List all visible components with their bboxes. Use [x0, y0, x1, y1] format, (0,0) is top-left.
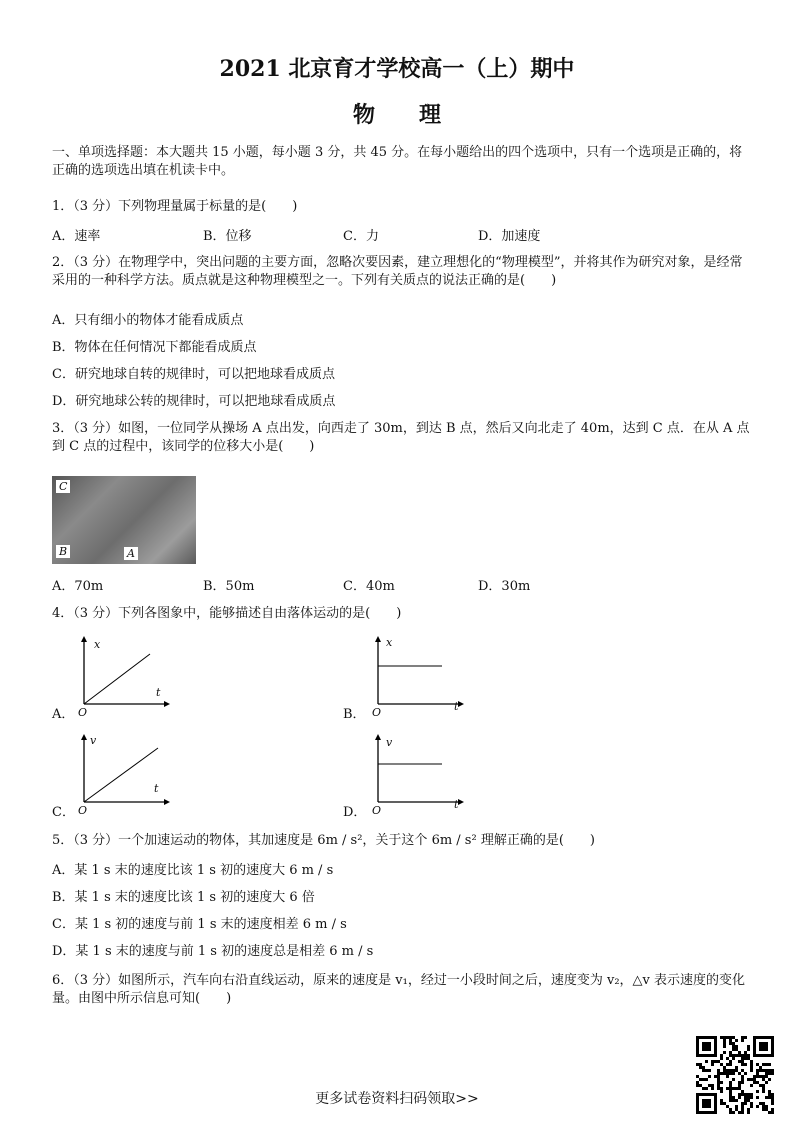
graph-c-x-label: t: [154, 782, 159, 795]
subject-title: 物 理: [352, 102, 441, 128]
q3-option-c: C．40m: [343, 579, 395, 594]
playground-photo: [52, 476, 196, 564]
q4-option-a: A．: [52, 707, 75, 722]
section-instructions: 一、单项选择题：本大题共 15 小题，每小题 3 分，共 45 分。在每小题给出的四个选项中，只有一个选项是正确的，将正确的选项选出填在机读卡中。: [52, 145, 743, 178]
graph-b-origin: O: [372, 706, 382, 719]
q2-option-b: B．物体在任何情况下都能看成质点: [52, 340, 257, 355]
q6-stem: 6．（3 分）如图所示，汽车向右沿直线运动，原来的速度是 v₁，经过一小段时间之后，速度变为 v₂，△v 表示速度的变化量。由图中所示信息可知( ): [52, 973, 746, 1006]
q4-option-d: D．: [343, 805, 367, 820]
q4-stem: 4．（3 分）下列各图象中，能够描述自由落体运动的是( ): [52, 606, 402, 621]
q1-option-b: B．位移: [203, 229, 252, 244]
graph-c: [72, 734, 172, 818]
q3-option-d: D．30m: [478, 579, 531, 594]
q5-stem: 5．（3 分）一个加速运动的物体，其加速度是 6m / s²，关于这个 6m / s² 理解正确的是( ): [52, 833, 595, 848]
graph-a-y-label: x: [94, 638, 101, 651]
q1-option-a: A．速率: [52, 229, 101, 244]
q5-option-a: A．某 1 s 末的速度比该 1 s 初的速度大 6 m / s: [52, 863, 334, 878]
q4-option-c: C．: [52, 805, 75, 820]
footer-text: 更多试卷资料扫码领取>>: [315, 1091, 479, 1107]
graph-d-x-label: t: [454, 798, 459, 811]
q1-option-c: C．力: [343, 229, 379, 244]
q4-option-b: B．: [343, 707, 366, 722]
q3-option-b: B．50m: [203, 579, 255, 594]
q5-option-d: D．某 1 s 末的速度与前 1 s 初的速度总是相差 6 m / s: [52, 944, 374, 959]
graph-c-y-label: v: [90, 734, 97, 747]
q5-option-c: C．某 1 s 初的速度与前 1 s 末的速度相差 6 m / s: [52, 917, 347, 932]
q5-option-b: B．某 1 s 末的速度比该 1 s 初的速度大 6 倍: [52, 890, 315, 905]
graph-d-origin: O: [372, 804, 382, 817]
graph-a-x-label: t: [156, 686, 161, 699]
graph-d: [366, 734, 466, 818]
photo-label-b: B: [56, 545, 70, 558]
q3-stem: 3．（3 分）如图，一位同学从操场 A 点出发，向西走了 30m，到达 B 点，然后又向北走了 40m，达到 C 点．在从 A 点到 C 点的过程中，该同学的位移大小是( ): [52, 421, 750, 454]
graph-d-y-label: v: [386, 736, 393, 749]
q1-stem: 1．（3 分）下列物理量属于标量的是( ): [52, 199, 298, 214]
graph-a-origin: O: [78, 706, 88, 719]
q1-option-d: D．加速度: [478, 229, 541, 244]
photo-label-a: A: [124, 547, 138, 560]
photo-label-c: C: [56, 480, 70, 493]
graph-b-x-label: t: [454, 700, 459, 713]
page-title: 2021 北京育才学校高一（上）期中: [219, 56, 575, 82]
graph-b: [366, 636, 466, 720]
q2-option-a: A．只有细小的物体才能看成质点: [52, 313, 244, 328]
graph-a: [72, 636, 172, 720]
q2-option-d: D．研究地球公转的规律时，可以把地球看成质点: [52, 394, 336, 409]
q2-stem: 2．（3 分）在物理学中，突出问题的主要方面，忽略次要因素，建立理想化的“物理模型”，并将其作为研究对象，是经常采用的一种科学方法。质点就是这种物理模型之一。下列有关质点的说法正确的是( ): [52, 255, 743, 288]
q3-option-a: A．70m: [52, 579, 104, 594]
q2-option-c: C．研究地球自转的规律时，可以把地球看成质点: [52, 367, 335, 382]
graph-b-y-label: x: [386, 636, 393, 649]
graph-c-origin: O: [78, 804, 88, 817]
